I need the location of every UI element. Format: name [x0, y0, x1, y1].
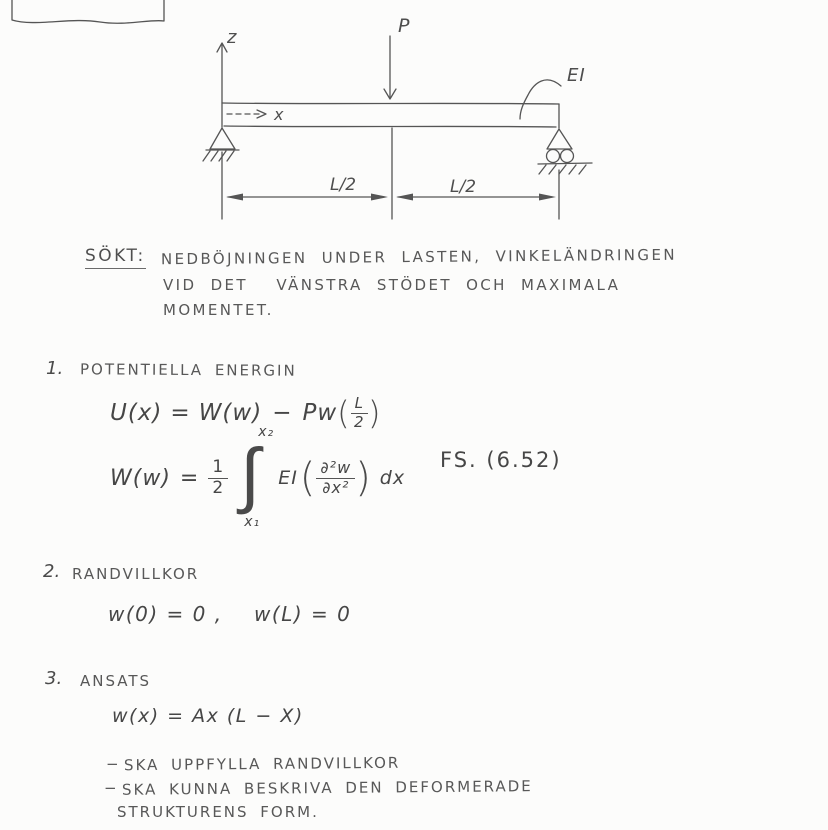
- dim-label-right: L/2: [450, 177, 477, 197]
- stiffness-label: EI: [567, 65, 586, 86]
- left-pin-hatch: [203, 150, 239, 161]
- dim-label-left: L/2: [330, 175, 357, 195]
- bullet1-dash: −: [106, 755, 121, 773]
- w-equals: =: [179, 465, 200, 491]
- sought-line-3: MOMENTET.: [163, 301, 274, 319]
- beam-diagram: [0, 0, 828, 240]
- z-axis-label: z: [227, 27, 237, 48]
- dx-term: dx: [379, 467, 406, 489]
- u-minus: −: [272, 400, 293, 426]
- curvature-denominator: ∂x²: [322, 477, 350, 497]
- section1-title: POTENTIELLA ENERGIN: [79, 360, 297, 380]
- section2-number: 2.: [43, 561, 61, 582]
- right-roller-triangle: [547, 129, 572, 149]
- roller-wheel-left: [547, 150, 560, 163]
- section2-title: RANDVILLKOR: [72, 565, 200, 583]
- beam-top-edge: [222, 103, 559, 104]
- ei-leader-curve: [520, 80, 561, 119]
- u-equals: =: [170, 400, 191, 426]
- u-load-term: Pw: [302, 400, 338, 426]
- w-open-paren: (: [299, 455, 317, 501]
- u-frac-numerator: L: [351, 396, 368, 414]
- u-close-paren: ): [368, 394, 382, 432]
- u-lhs: U(x): [110, 400, 163, 426]
- dim-arrow-mid-left: [371, 194, 388, 201]
- dim-arrow-mid-right: [396, 194, 413, 201]
- u-strain-energy: W(w): [198, 400, 263, 426]
- u-half-span-fraction: [351, 393, 368, 431]
- dim-arrow-far-left: [226, 194, 243, 201]
- one-half-denominator: 2: [212, 477, 225, 498]
- sought-line-1: NEDBÖJNINGEN UNDER LASTEN, VINKELÄNDRINGEN: [160, 245, 677, 269]
- bullet2-line2: STRUKTURENS FORM.: [117, 803, 319, 821]
- bullet2-line1: SKA KUNNA BESKRIVA DEN DEFORMERADE: [121, 777, 533, 799]
- section3-title: ANSATS: [80, 672, 152, 690]
- right-ground-hatch: [538, 163, 592, 174]
- u-open-paren: (: [337, 394, 351, 432]
- beam-bottom-edge: [224, 126, 556, 127]
- one-half-numerator: 1: [208, 459, 228, 479]
- w-lhs: W(w): [110, 465, 171, 491]
- curvature-numerator: ∂²w: [316, 460, 355, 479]
- integral-lower-bound: x₁: [244, 514, 261, 530]
- ansatz-equation: w(x) = Ax (L − X): [112, 705, 304, 727]
- dim-arrow-far-right: [539, 194, 556, 201]
- boundary-conditions-equation: w(0) = 0 , w(L) = 0: [108, 602, 352, 626]
- curvature-fraction: [316, 457, 355, 497]
- sought-line-2: VID DET VÄNSTRA STÖDET OCH MAXIMALA: [163, 276, 621, 294]
- formula-reference: FS. (6.52): [440, 448, 562, 472]
- integral-upper-bound: x₂: [258, 424, 275, 440]
- section1-number: 1.: [46, 358, 64, 379]
- roller-wheel-right: [561, 150, 574, 163]
- ei-term: EI: [278, 467, 298, 489]
- sought-heading: SÖKT:: [85, 246, 146, 269]
- bullet2-dash: −: [104, 779, 119, 797]
- load-label: P: [398, 15, 410, 37]
- left-pin-triangle: [210, 128, 235, 149]
- x-axis-label: x: [274, 105, 284, 124]
- corner-box-sketch: [12, 0, 164, 23]
- section3-number: 3.: [45, 668, 63, 689]
- strain-energy-integral-equation: [110, 424, 406, 530]
- sought-block: [85, 246, 146, 266]
- u-frac-denominator: 2: [354, 412, 365, 431]
- bullet1-text: SKA UPPFYLLA RANDVILLKOR: [123, 753, 401, 775]
- one-half-fraction: [208, 456, 228, 498]
- integral-sign: ∫: [240, 432, 261, 516]
- w-close-paren: ): [355, 455, 372, 501]
- integral-block: [236, 424, 276, 530]
